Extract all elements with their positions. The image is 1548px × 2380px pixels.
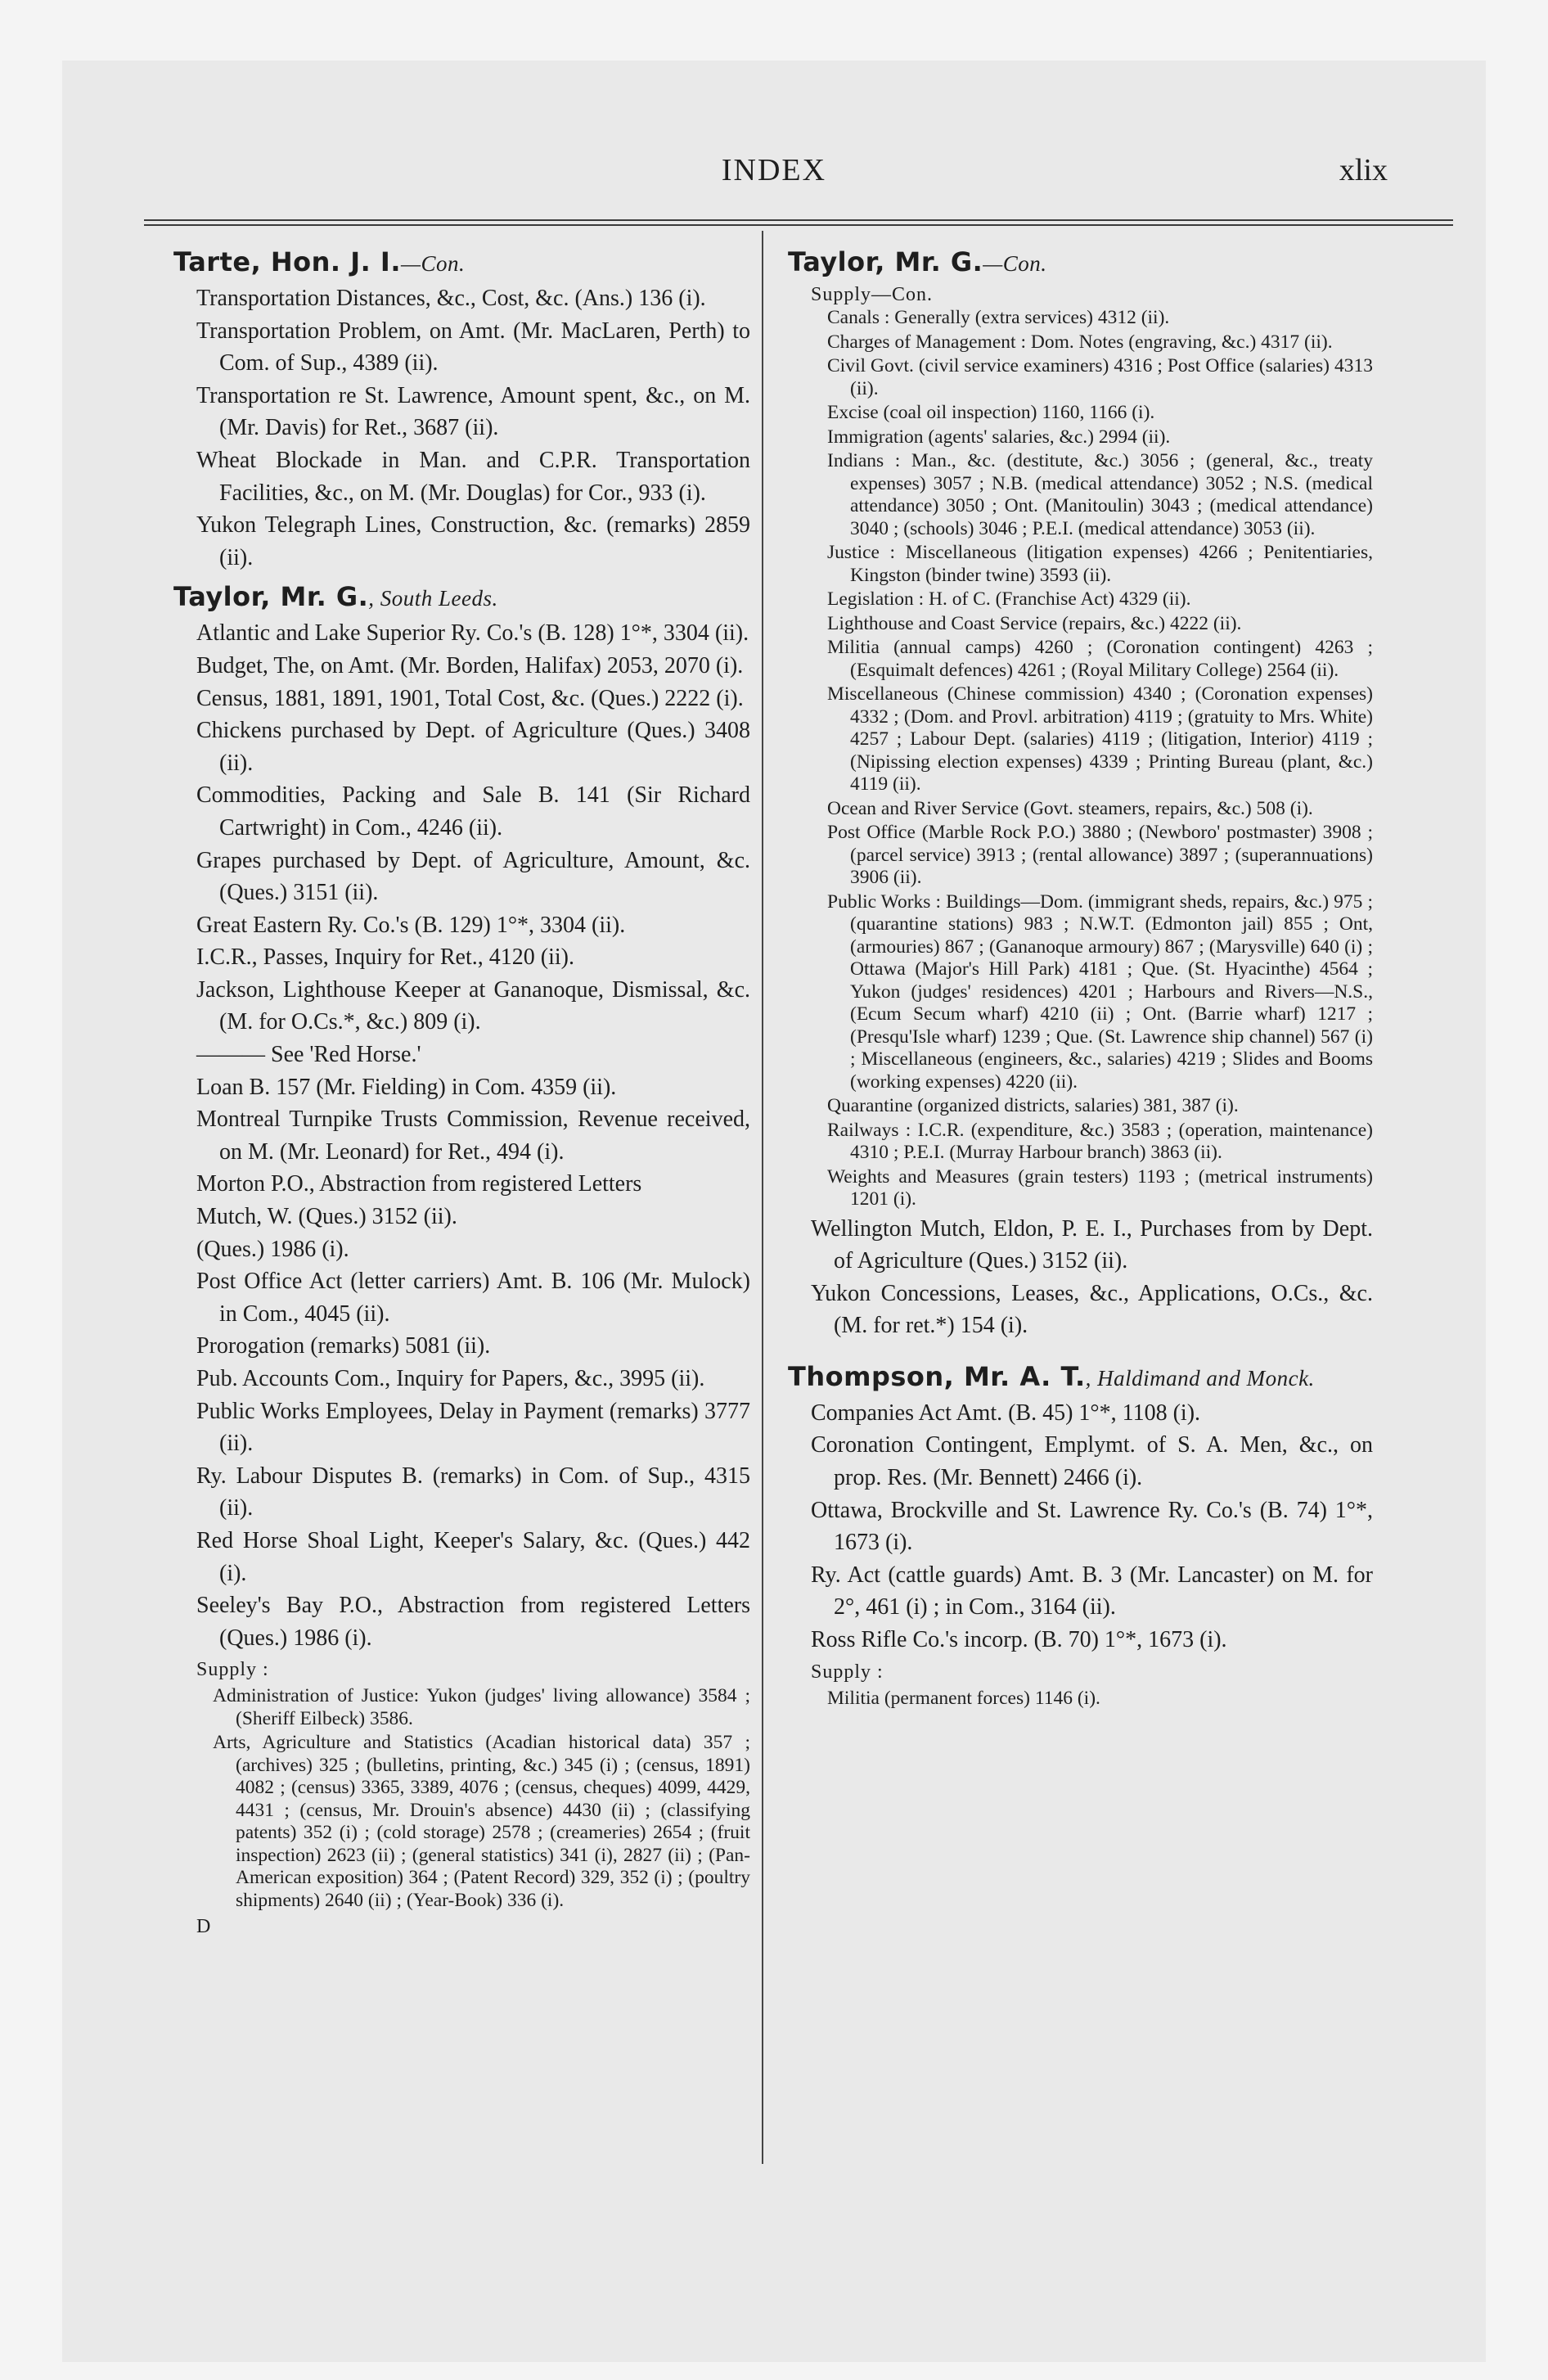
supply-entry: Administration of Justice: Yukon (judges' living allowance) 3584 ; (Sheriff Eilbeck) 3586.	[213, 1685, 750, 1729]
index-heading-tarte: Tarte, Hon. J. I.—Con.	[173, 246, 466, 277]
supply-con-entries	[788, 307, 1373, 1211]
thompson-supply-entries	[788, 1688, 1373, 1711]
index-entry: Yukon Telegraph Lines, Construction, &c. (remarks) 2859 (ii).	[196, 512, 750, 570]
index-entry: Ry. Act (cattle guards) Amt. B. 3 (Mr. Lancaster) on M. for 2°, 461 (i) ; in Com., 3164 (ii).	[811, 1562, 1373, 1620]
header-rule	[144, 219, 1453, 221]
index-entry: Wheat Blockade in Man. and C.P.R. Transportation Facilities, &c., on M. (Mr. Douglas) for Cor., 933 (i).	[196, 447, 750, 506]
supply-entries	[173, 1685, 750, 1912]
index-entry: (Ques.) 1986 (i).	[196, 1236, 349, 1262]
index-entry: Post Office Act (letter carriers) Amt. B. 106 (Mr. Mulock) in Com., 4045 (ii).	[196, 1269, 750, 1327]
thompson-entries	[788, 1397, 1373, 1657]
taylor-entries	[173, 617, 750, 1654]
supply-entry: Weights and Measures (grain testers) 1193 ; (metrical instruments) 1201 (i).	[827, 1165, 1373, 1210]
index-entry: Loan B. 157 (Mr. Fielding) in Com. 4359 (ii).	[196, 1074, 617, 1100]
index-entry: Great Eastern Ry. Co.'s (B. 129) 1°*, 3304 (ii).	[196, 912, 626, 938]
supply-entry: Excise (coal oil inspection) 1160, 1166 (i).	[827, 402, 1155, 423]
index-entry: Pub. Accounts Com., Inquiry for Papers, &c., 3995 (ii).	[196, 1366, 705, 1391]
right-column	[788, 246, 1373, 1711]
supply-entry: Indians : Man., &c. (destitute, &c.) 3056 ; (general, &c., treaty expenses) 3057 ; N.B. (medical attendance) 3052 ; N.S. (medical attendance) 3050 ; Ont. (Manitoulin) 3043 ; (medical attendance) 3040 ; (schools) 3046 ; P.E.I. (medical attendance) 3053 (ii).	[827, 450, 1373, 539]
supply-entry: Immigration (agents' salaries, &c.) 2994 (ii).	[827, 426, 1171, 448]
tarte-entries	[173, 282, 750, 574]
index-heading-taylor: Taylor, Mr. G., South Leeds.	[173, 581, 498, 613]
supply-entry: Post Office (Marble Rock P.O.) 3880 ; (Newboro' postmaster) 3908 ; (parcel service) 3913 ; (rental allowance) 3897 ; (superannuations) 3906 (ii).	[827, 822, 1373, 888]
index-entry: I.C.R., Passes, Inquiry for Ret., 4120 (ii).	[196, 944, 574, 971]
index-entry: Transportation re St. Lawrence, Amount spent, &c., on M. (Mr. Davis) for Ret., 3687 (ii).	[196, 382, 750, 441]
signature-mark: D	[196, 1916, 211, 1938]
supply-entry: Arts, Agriculture and Statistics (Acadian historical data) 357 ; (archives) 325 ; (bulletins, printing, &c.) 345 (i) ; (census, 1891) 4082 ; (census) 3365, 3389, 4076 ; (census, cheques) 4099, 4429, 4431 ; (census, Mr. Drouin's absence) 4430 (ii) ; (classifying patents) 352 (i) ; (cold storage) 2578 ; (creameries) 2654 ; (fruit inspection) 2623 (ii) ; (general statistics) 341 (i), 2827 (ii) ; (Pan-American exposition) 364 ; (Patent Record) 329, 352 (i) ; (poultry shipments) 2640 (ii) ; (Year-Book) 336 (i).	[213, 1732, 750, 1911]
index-entry: Red Horse Shoal Light, Keeper's Salary, &c. (Ques.) 442 (i).	[196, 1527, 750, 1586]
index-entry: Transportation Distances, &c., Cost, &c. (Ans.) 136 (i).	[196, 286, 706, 311]
index-entry: Ottawa, Brockville and St. Lawrence Ry. Co.'s (B. 74) 1°*, 1673 (i).	[811, 1497, 1373, 1556]
index-entry: Grapes purchased by Dept. of Agriculture, Amount, &c. (Ques.) 3151 (ii).	[196, 847, 750, 906]
page-title: INDEX	[721, 153, 827, 187]
index-entry: Commodities, Packing and Sale B. 141 (Sir Richard Cartwright) in Com., 4246 (ii).	[196, 782, 750, 841]
index-entry: Coronation Contingent, Emplymt. of S. A. Men, &c., on prop. Res. (Mr. Bennett) 2466 (i).	[811, 1432, 1373, 1491]
supply-entry: Public Works : Buildings—Dom. (immigrant sheds, repairs, &c.) 975 ; (quarantine stations) 983 ; N.W.T. (Edmonton jail) 855 ; Ont, (armouries) 867 ; (Gananoque armoury) 867 ; (Marysville) 640 (i) ; Ottawa (Major's Hill Park) 4181 ; Que. (St. Hyacinthe) 4564 ; Yukon (judges' residences) 4201 ; Harbours and Rivers—N.S., (Ecum Secum wharf) 4210 (ii) ; Ont. (Barrie wharf) 1217 ; (Presqu'Isle wharf) 1239 ; Que. (St. Lawrence ship channel) 567 (i) ; Miscellaneous (engineers, &c., salaries) 4219 ; Slides and Booms (working expenses) 4220 (ii).	[827, 890, 1373, 1093]
index-entry: Chickens purchased by Dept. of Agriculture (Ques.) 3408 (ii).	[196, 718, 750, 776]
supply-entry: Ocean and River Service (Govt. steamers, repairs, &c.) 508 (i).	[827, 797, 1313, 819]
column-divider	[762, 231, 763, 2164]
supply-label-thompson: Supply :	[811, 1661, 884, 1683]
index-entry: Yukon Concessions, Leases, &c., Applications, O.Cs., &c. (M. for ret.*) 154 (i).	[811, 1280, 1373, 1339]
index-entry: Transportation Problem, on Amt. (Mr. MacLaren, Perth) to Com. of Sup., 4389 (ii).	[196, 318, 750, 376]
index-entry: Budget, The, on Amt. (Mr. Borden, Halifax) 2053, 2070 (i).	[196, 652, 744, 678]
supply-entry: Railways : I.C.R. (expenditure, &c.) 3583 ; (operation, maintenance) 4310 ; P.E.I. (Murray Harbour branch) 3863 (ii).	[827, 1119, 1373, 1163]
index-entry: Montreal Turnpike Trusts Commission, Revenue received, on M. (Mr. Leonard) for Ret., 494 (i).	[196, 1107, 750, 1165]
index-entry: Morton P.O., Abstraction from registered Letters	[196, 1171, 642, 1197]
scanned-page	[62, 61, 1486, 2362]
index-entry: ——— See 'Red Horse.'	[196, 1042, 421, 1068]
page-number: xlix	[1339, 153, 1388, 187]
index-entry: Ross Rifle Co.'s incorp. (B. 70) 1°*, 1673 (i).	[811, 1627, 1227, 1653]
supply-label: Supply :	[196, 1659, 269, 1681]
index-entry: Seeley's Bay P.O., Abstraction from registered Letters (Ques.) 1986 (i).	[196, 1593, 750, 1651]
supply-entry: Lighthouse and Coast Service (repairs, &c.) 4222 (ii).	[827, 612, 1242, 634]
index-entry: Ry. Labour Disputes B. (remarks) in Com. of Sup., 4315 (ii).	[196, 1463, 750, 1521]
supply-entry: Miscellaneous (Chinese commission) 4340 ; (Coronation expenses) 4332 ; (Dom. and Provl. arbitration) 4119 ; (gratuity to Mrs. White) 4257 ; Labour Dept. (salaries) 4119 ; (litigation, Interior) 4119 ; (Nipissing election expenses) 4339 ; Printing Bureau (plant, &c.) 4119 (ii).	[827, 683, 1373, 795]
left-column	[173, 246, 750, 1940]
index-heading-taylor-con: Taylor, Mr. G.—Con.	[788, 246, 1047, 277]
supply-entry: Justice : Miscellaneous (litigation expenses) 4266 ; Penitentiaries, Kingston (binder twine) 3593 (ii).	[827, 542, 1373, 586]
index-entry: Census, 1881, 1891, 1901, Total Cost, &c. (Ques.) 2222 (i).	[196, 685, 744, 711]
taylor-more-entries	[788, 1213, 1373, 1342]
header-rule-lower	[144, 224, 1453, 226]
index-entry: Wellington Mutch, Eldon, P. E. I., Purchases from by Dept. of Agriculture (Ques.) 3152 (ii).	[811, 1215, 1373, 1274]
supply-entry: Charges of Management : Dom. Notes (engraving, &c.) 4317 (ii).	[827, 331, 1333, 353]
index-entry: Mutch, W. (Ques.) 3152 (ii).	[196, 1204, 457, 1230]
index-heading-thompson: Thompson, Mr. A. T., Haldimand and Monck.	[788, 1360, 1315, 1392]
supply-entry: Militia (annual camps) 4260 ; (Coronation contingent) 4263 ; (Esquimalt defences) 4261 ; (Royal Military College) 2564 (ii).	[827, 637, 1373, 681]
index-entry: Atlantic and Lake Superior Ry. Co.'s (B. 128) 1°*, 3304 (ii).	[196, 620, 749, 647]
supply-entry: Civil Govt. (civil service examiners) 4316 ; Post Office (salaries) 4313 (ii).	[827, 355, 1373, 399]
supply-entry: Legislation : H. of C. (Franchise Act) 4329 (ii).	[827, 588, 1191, 610]
supply-entry: Quarantine (organized districts, salaries) 381, 387 (i).	[827, 1095, 1239, 1116]
supply-entry: Militia (permanent forces) 1146 (i).	[827, 1687, 1100, 1709]
index-entry: Prorogation (remarks) 5081 (ii).	[196, 1333, 491, 1359]
index-entry: Companies Act Amt. (B. 45) 1°*, 1108 (i).	[811, 1400, 1201, 1426]
supply-con-label: Supply—Con.	[811, 284, 934, 305]
supply-entry: Canals : Generally (extra services) 4312 (ii).	[827, 307, 1170, 328]
index-entry: Public Works Employees, Delay in Payment (remarks) 3777 (ii).	[196, 1398, 750, 1457]
index-entry: Jackson, Lighthouse Keeper at Gananoque, Dismissal, &c. (M. for O.Cs.*, &c.) 809 (i).	[196, 976, 750, 1035]
